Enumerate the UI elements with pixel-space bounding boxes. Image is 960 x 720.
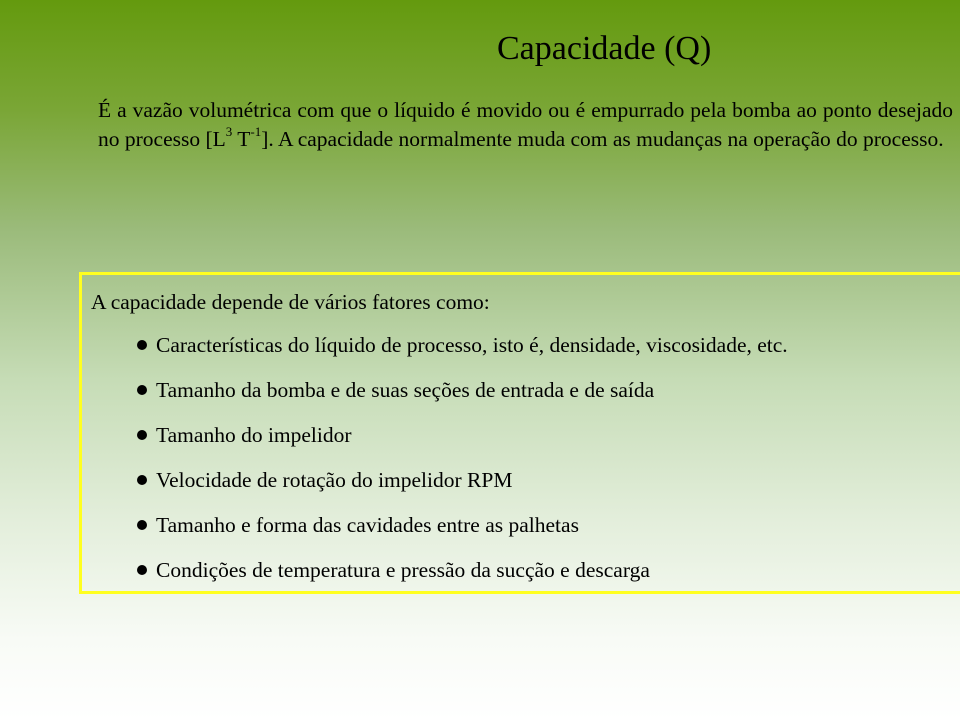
- factor-item: [137, 421, 788, 466]
- factor-item-label: Condições de temperatura e pressão da sucção e descarga: [156, 558, 650, 582]
- factor-item-label: Tamanho da bomba e de suas seções de entrada e de saída: [156, 378, 655, 402]
- factor-item: [137, 511, 788, 556]
- factor-item-label: Velocidade de rotação do impelidor RPM: [156, 468, 513, 492]
- intro-text-after: ]. A capacidade normalmente muda com as mudanças na operação do processo.: [261, 127, 944, 151]
- factor-item: [137, 331, 788, 376]
- factor-item-label: Características do líquido de processo, isto é, densidade, viscosidade, etc.: [156, 333, 788, 357]
- factor-item: [137, 376, 788, 421]
- factors-box: [79, 272, 960, 594]
- bullet-icon: [137, 340, 147, 350]
- intro-superscript-3: 3: [225, 123, 233, 139]
- factor-item-label: Tamanho do impelidor: [156, 423, 352, 447]
- bullet-icon: [137, 385, 147, 395]
- intro-paragraph: [98, 96, 953, 154]
- intro-text-before: É a vazão volumétrica com que o líquido é movido ou é empurrado pela bomba ao ponto desejado no processo [L: [98, 98, 953, 151]
- bullet-icon: [137, 430, 147, 440]
- factor-item-label: Tamanho e forma das cavidades entre as palhetas: [156, 513, 579, 537]
- bullet-icon: [137, 475, 147, 485]
- factor-item: [137, 466, 788, 511]
- bullet-icon: [137, 520, 147, 530]
- bullet-icon: [137, 565, 147, 575]
- factor-item: [137, 556, 788, 601]
- factor-list: [137, 331, 788, 601]
- intro-superscript-minus-1: -1: [250, 123, 262, 139]
- intro-text-middle: T: [232, 127, 251, 151]
- factors-heading: A capacidade depende de vários fatores como:: [91, 290, 490, 314]
- slide-title: Capacidade (Q): [497, 30, 712, 67]
